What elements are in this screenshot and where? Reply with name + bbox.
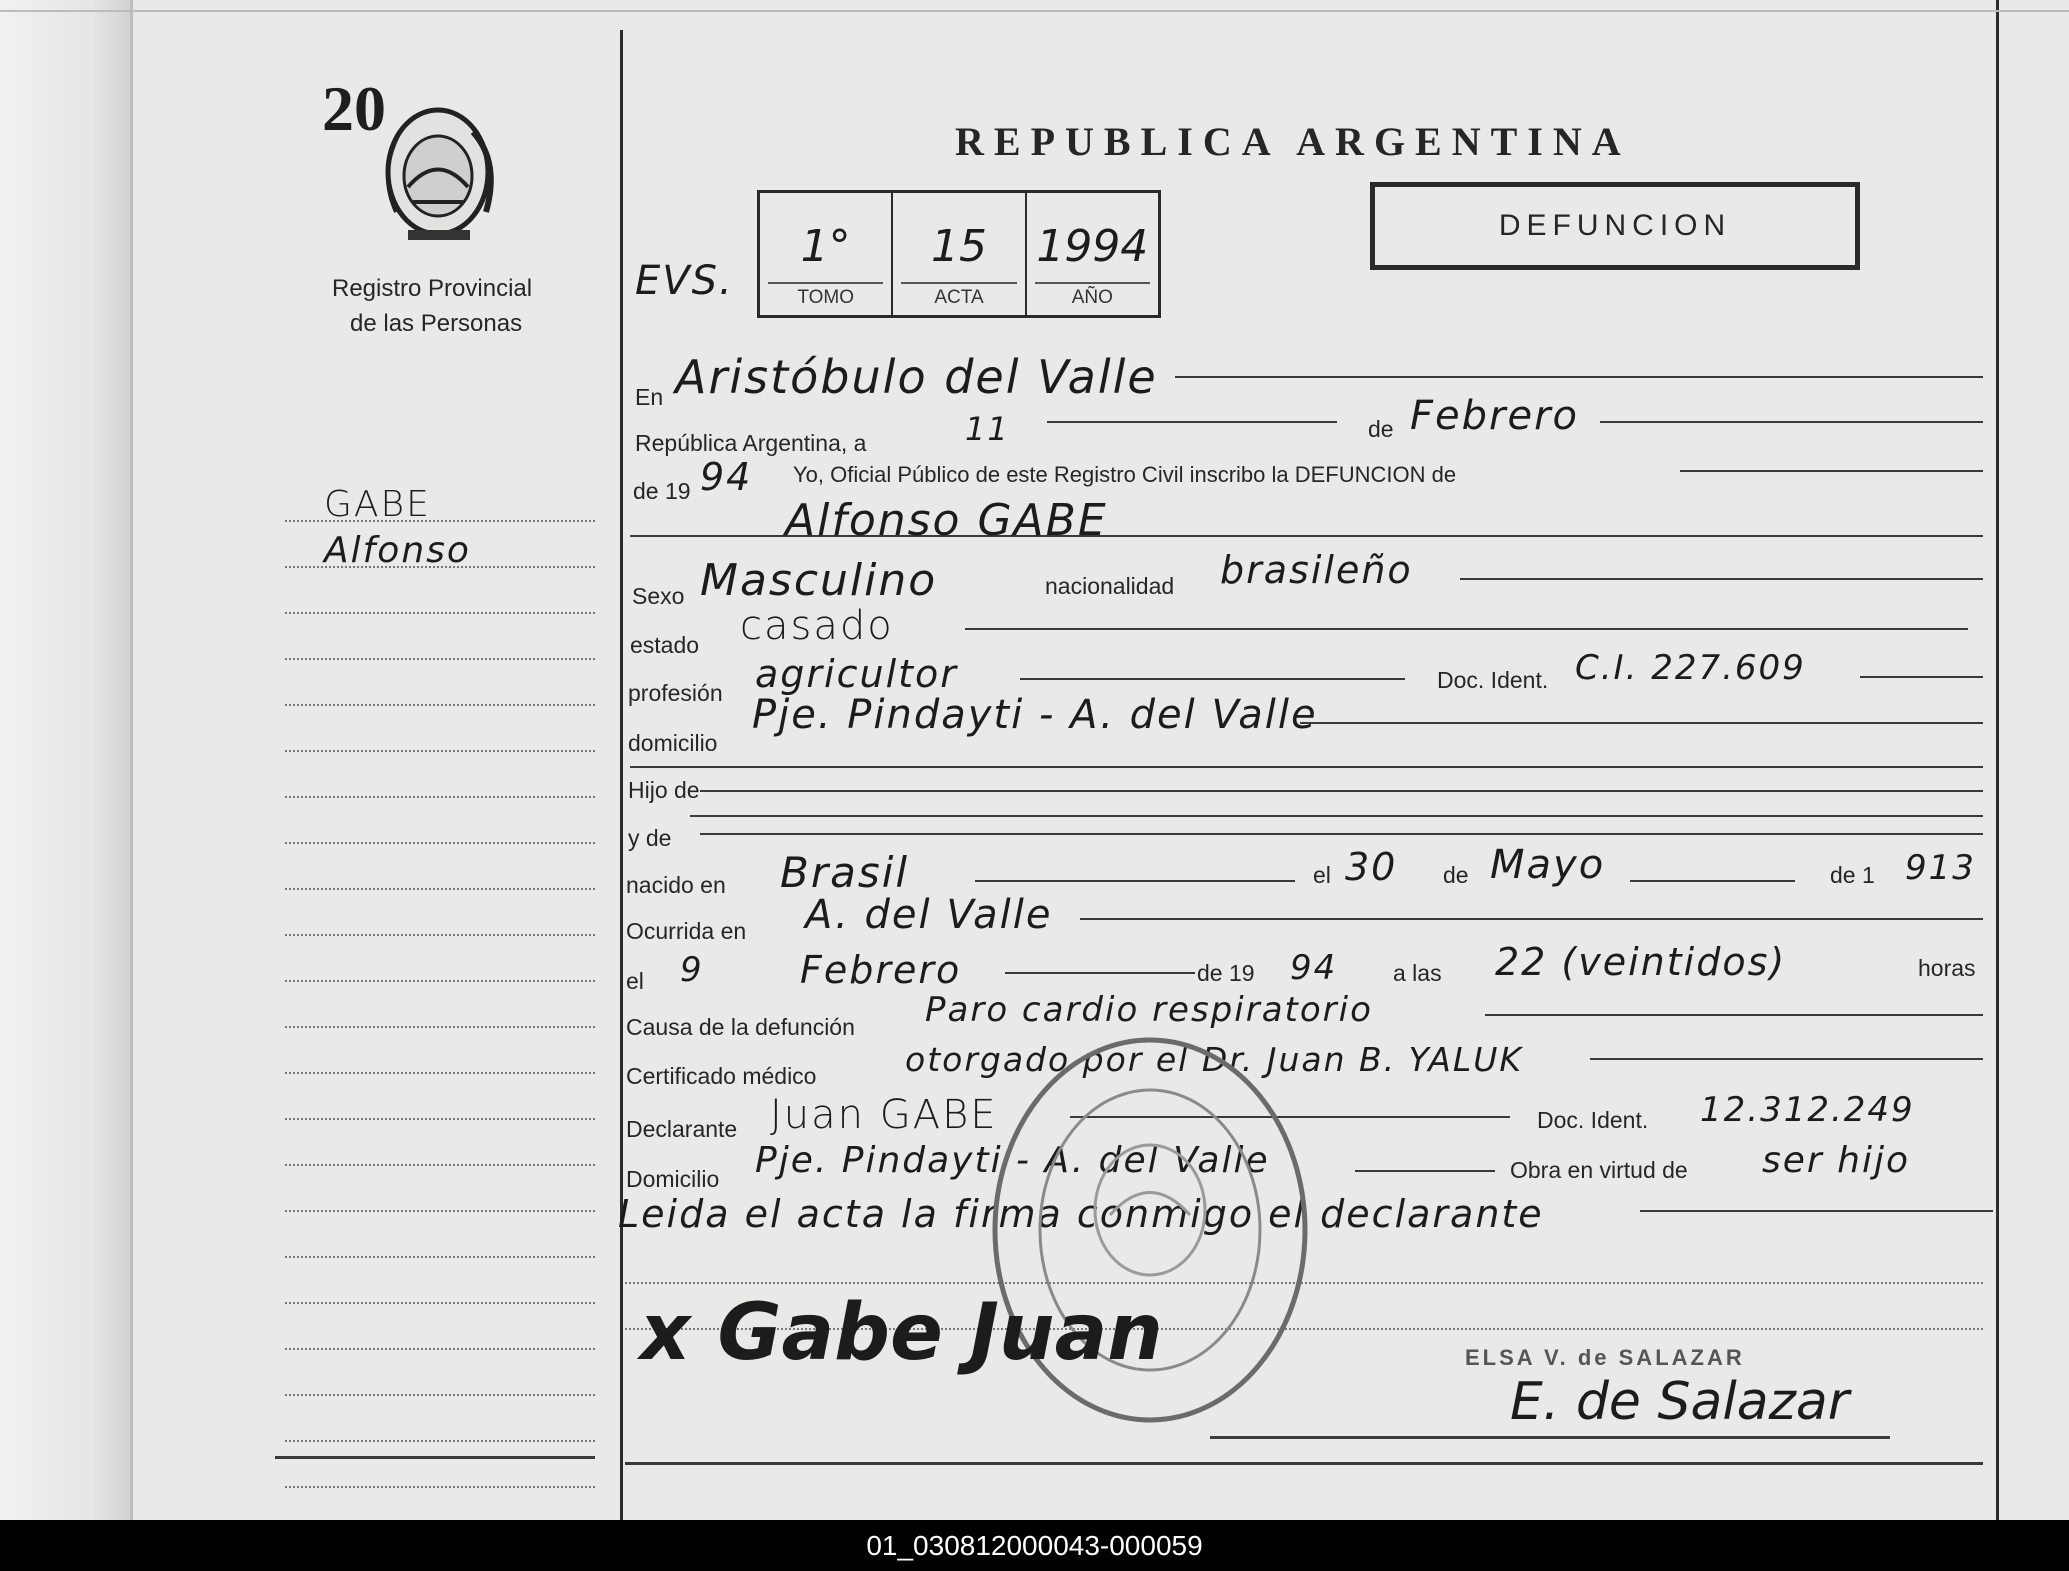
- record-type: DEFUNCION: [1498, 209, 1732, 242]
- top-edge: [0, 10, 2069, 12]
- margin-ruled-line: [285, 1440, 595, 1442]
- label-y-de: y de: [628, 825, 672, 851]
- entry-birth-month: Mayo: [1490, 842, 1606, 888]
- label-de-1: de 1: [1830, 862, 1875, 888]
- entry-estado: casado: [740, 603, 894, 649]
- entry-doc: C.I. 227.609: [1575, 648, 1806, 688]
- entry-birth-day: 30: [1345, 845, 1398, 889]
- margin-ruled-line: [285, 658, 595, 660]
- margin-ruled-line: [285, 1348, 595, 1350]
- label-domicilio2: Domicilio: [626, 1166, 720, 1192]
- record-type-box: [1370, 182, 1860, 270]
- official-name: ELSA V. de SALAZAR: [1465, 1345, 1745, 1370]
- rule-certificado: [1590, 1058, 1983, 1060]
- image-id-footer: 01_030812000043-000059: [0, 1520, 2069, 1571]
- label-de-year: de 19: [633, 478, 691, 504]
- rule-bottom: [625, 1462, 1983, 1465]
- left-page-edge: [0, 0, 130, 1520]
- tomo-value: 1°: [800, 221, 851, 272]
- rule-day: [1047, 421, 1337, 423]
- label-certificado: Certificado médico: [626, 1063, 817, 1089]
- label-a-las: a las: [1393, 960, 1442, 986]
- margin-ruled-line: [285, 1072, 595, 1074]
- acta-value: 15: [930, 221, 987, 272]
- margin-ruled-line: [285, 796, 595, 798]
- rule-ocurrida: [1080, 918, 1983, 920]
- margin-ruled-line: [285, 566, 595, 568]
- entry-place: Aristóbulo del Valle: [675, 350, 1158, 404]
- label-causa: Causa de la defunción: [626, 1014, 855, 1040]
- anio-cell: [1025, 193, 1158, 315]
- margin-ruled-line: [285, 612, 595, 614]
- rule-profesion: [1020, 678, 1405, 680]
- evs-note: EVS.: [635, 258, 734, 304]
- rule-doc: [1860, 676, 1983, 678]
- margin-ruled-line: [285, 1302, 595, 1304]
- label-de-month: de: [1368, 416, 1394, 442]
- margin-ruled-line: [285, 1026, 595, 1028]
- margin-bottom-rule: [275, 1456, 595, 1459]
- label-obra: Obra en virtud de: [1510, 1157, 1688, 1183]
- entry-ocurrida: A. del Valle: [805, 892, 1053, 938]
- provincial-seal: [378, 92, 508, 252]
- registry-name-line1: Registro Provincial: [332, 275, 533, 302]
- rule-place: [1175, 376, 1983, 378]
- acta-cell: [891, 193, 1024, 315]
- rule-yde: [700, 833, 1983, 835]
- label-ocurrida-en: Ocurrida en: [626, 918, 747, 944]
- label-hijo-de: Hijo de: [628, 777, 700, 803]
- margin-ruled-line: [285, 750, 595, 752]
- label-domicilio: domicilio: [628, 730, 718, 756]
- label-nacionalidad: nacionalidad: [1045, 573, 1175, 599]
- entry-death-day: 9: [680, 950, 704, 990]
- country-title: REPUBLICA ARGENTINA: [955, 119, 1631, 164]
- entry-month: Febrero: [1410, 393, 1579, 439]
- label-sexo: Sexo: [632, 583, 685, 609]
- margin-ruled-line: [285, 1486, 595, 1488]
- entry-birth-year: 913: [1905, 848, 1976, 888]
- entry-domicilio: Pje. Pindayti - A. del Valle: [752, 692, 1318, 738]
- label-estado: estado: [630, 632, 700, 658]
- margin-surname: GABE: [324, 484, 431, 525]
- rule-estado: [965, 628, 1968, 630]
- label-nacido-en: nacido en: [626, 872, 726, 898]
- rule-month: [1600, 421, 1983, 423]
- label-el-short: el: [626, 968, 644, 994]
- margin-ruled-line: [285, 520, 595, 522]
- margin-given-name: Alfonso: [324, 530, 471, 571]
- declarant-signature: x Gabe Juan: [640, 1288, 1163, 1378]
- acta-label: ACTA: [901, 282, 1016, 309]
- label-el: el: [1313, 862, 1331, 888]
- right-border: [1996, 0, 1999, 1520]
- label-doc-ident: Doc. Ident.: [1437, 667, 1549, 693]
- entry-certificado: otorgado por el Dr. Juan B. YALUK: [905, 1040, 1524, 1079]
- margin-ruled-line: [285, 842, 595, 844]
- entry-profesion: agricultor: [755, 652, 958, 696]
- entry-nacionalidad: brasileño: [1220, 548, 1413, 592]
- label-de-19: de 19: [1197, 960, 1255, 986]
- tomo-label: TOMO: [768, 282, 883, 309]
- anio-value: 1994: [1036, 221, 1149, 272]
- label-profesion: profesión: [628, 680, 723, 706]
- rule-closing: [1640, 1210, 1993, 1212]
- rule-yo: [1680, 470, 1983, 472]
- signature-line: [1210, 1436, 1890, 1439]
- label-de: de: [1443, 862, 1469, 888]
- rule-domicilio2: [1355, 1170, 1495, 1172]
- entry-closing: Leida el acta la firma conmigo el declarante: [618, 1192, 1544, 1236]
- book-number: 20: [322, 73, 386, 144]
- label-republica: República Argentina, a: [635, 430, 867, 456]
- margin-divider: [620, 30, 623, 1520]
- entry-sexo: Masculino: [700, 555, 938, 606]
- margin-ruled-line: [285, 934, 595, 936]
- margin-ruled-line: [285, 980, 595, 982]
- entry-year-suffix: 94: [700, 455, 753, 499]
- anio-label: AÑO: [1035, 282, 1150, 309]
- tomo-cell: [760, 193, 891, 315]
- rule-causa: [1485, 1014, 1983, 1016]
- margin-ruled-line: [285, 1210, 595, 1212]
- label-en: En: [635, 384, 664, 410]
- volume-record-box: [757, 190, 1161, 318]
- rule-extra: [630, 766, 1983, 768]
- margin-ruled-line: [285, 1118, 595, 1120]
- entry-deceased: Alfonso GABE: [785, 495, 1108, 546]
- entry-declarante-doc: 12.312.249: [1700, 1090, 1915, 1130]
- margin-ruled-line: [285, 888, 595, 890]
- rule-febrero: [1005, 972, 1195, 974]
- margin-ruled-line: [285, 1394, 595, 1396]
- official-signature: E. de Salazar: [1510, 1372, 1850, 1432]
- page-fold-line: [130, 0, 133, 1520]
- entry-death-year: 94: [1290, 948, 1338, 988]
- entry-obra: ser hijo: [1762, 1140, 1910, 1181]
- margin-ruled-line: [285, 704, 595, 706]
- label-yo: Yo, Oficial Público de este Registro Civil inscribo la DEFUNCION de: [793, 462, 1457, 487]
- entry-day: 11: [965, 410, 1010, 448]
- label-doc-ident2: Doc. Ident.: [1537, 1107, 1649, 1133]
- rule-hijo: [700, 790, 1983, 792]
- label-horas: horas: [1918, 955, 1976, 981]
- entry-declarante-domicilio: Pje. Pindayti - A. del Valle: [755, 1140, 1270, 1181]
- rule-sexo: [1460, 578, 1983, 580]
- margin-ruled-line: [285, 1256, 595, 1258]
- registry-name-line2: de las Personas: [350, 310, 523, 337]
- entry-hour: 22 (veintidos): [1495, 940, 1787, 984]
- rule-nacido: [975, 880, 1295, 882]
- rule-domicilio: [1300, 722, 1983, 724]
- rule-hijo2: [690, 815, 1983, 817]
- entry-causa: Paro cardio respiratorio: [925, 990, 1373, 1030]
- entry-declarante: Juan GABE: [770, 1092, 998, 1138]
- entry-birthplace: Brasil: [780, 848, 910, 897]
- rule-mayo: [1630, 880, 1795, 882]
- entry-death-month: Febrero: [800, 948, 962, 992]
- margin-ruled-line: [285, 1164, 595, 1166]
- label-declarante: Declarante: [626, 1116, 738, 1142]
